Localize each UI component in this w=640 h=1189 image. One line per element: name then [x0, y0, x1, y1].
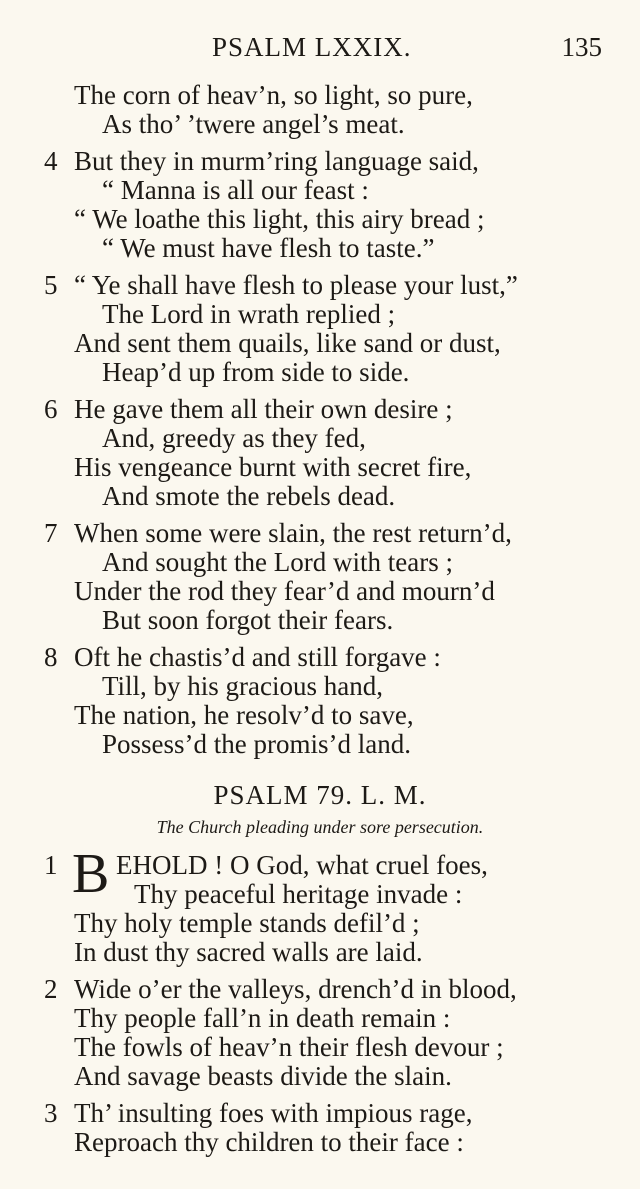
running-head-title: PSALM LXXIX.	[212, 32, 412, 62]
verse-line: Heap’d up from side to side.	[102, 357, 410, 387]
verse-line: But soon forgot their fears.	[102, 605, 394, 635]
verse-line: “ We loathe this light, this airy bread ;	[74, 204, 485, 234]
drop-cap: B	[72, 843, 110, 905]
verse-line: Wide o’er the valleys, drench’d in blood,	[74, 974, 517, 1004]
verse-line: Thy peaceful heritage invade :	[134, 879, 463, 909]
verse-number: 6	[44, 394, 58, 424]
verse-line: The Lord in wrath replied ;	[102, 299, 396, 329]
verse-line: And savage beasts divide the slain.	[74, 1061, 452, 1091]
verse-line: “ Manna is all our feast :	[102, 175, 369, 205]
verse-line: The corn of heav’n, so light, so pure,	[74, 80, 473, 110]
verse-number: 1	[44, 850, 58, 880]
verse-line: Thy people fall’n in death remain :	[74, 1003, 451, 1033]
verse-line: And sought the Lord with tears ;	[102, 547, 453, 577]
verse-line: He gave them all their own desire ;	[74, 394, 453, 424]
verse-line: “ We must have flesh to taste.”	[102, 233, 435, 263]
verse-line: In dust thy sacred walls are laid.	[74, 937, 423, 967]
verse-line: Under the rod they fear’d and mourn’d	[74, 576, 495, 606]
verse-line: And sent them quails, like sand or dust,	[74, 328, 501, 358]
page-number: 135	[561, 32, 602, 62]
verse-line: Th’ insulting foes with impious rage,	[74, 1098, 473, 1128]
verse-line: EHOLD ! O God, what cruel foes,	[116, 850, 488, 880]
verse-line: As tho’ ’twere angel’s meat.	[102, 109, 405, 139]
verse-number: 8	[44, 642, 58, 672]
verse-line: Oft he chastis’d and still forgave :	[74, 642, 441, 672]
psalm-heading: PSALM 79. L. M.	[213, 780, 427, 810]
verse-line: Reproach thy children to their face :	[74, 1127, 464, 1157]
verse-line: Till, by his gracious hand,	[102, 671, 384, 701]
verse-line: But they in murm’ring language said,	[74, 146, 479, 176]
verse-number: 5	[44, 270, 58, 300]
psalm-subtitle: The Church pleading under sore persecution.	[156, 817, 484, 837]
verse-number: 3	[44, 1098, 58, 1128]
verse-line: The fowls of heav’n their flesh devour ;	[74, 1032, 504, 1062]
verse-line: Possess’d the promis’d land.	[102, 729, 411, 759]
verse-line: And, greedy as they fed,	[102, 423, 366, 453]
running-head	[0, 32, 640, 68]
verse-line: And smote the rebels dead.	[102, 481, 396, 511]
verse-line: When some were slain, the rest return’d,	[74, 518, 512, 548]
verse-line: “ Ye shall have flesh to please your lust,”	[74, 270, 518, 300]
verse-number: 7	[44, 518, 58, 548]
verse-number: 2	[44, 974, 58, 1004]
verse-number: 4	[44, 146, 58, 176]
verse-line: The nation, he resolv’d to save,	[74, 700, 414, 730]
verse-line: Thy holy temple stands defil’d ;	[74, 908, 420, 938]
verse-line: His vengeance burnt with secret fire,	[74, 452, 472, 482]
